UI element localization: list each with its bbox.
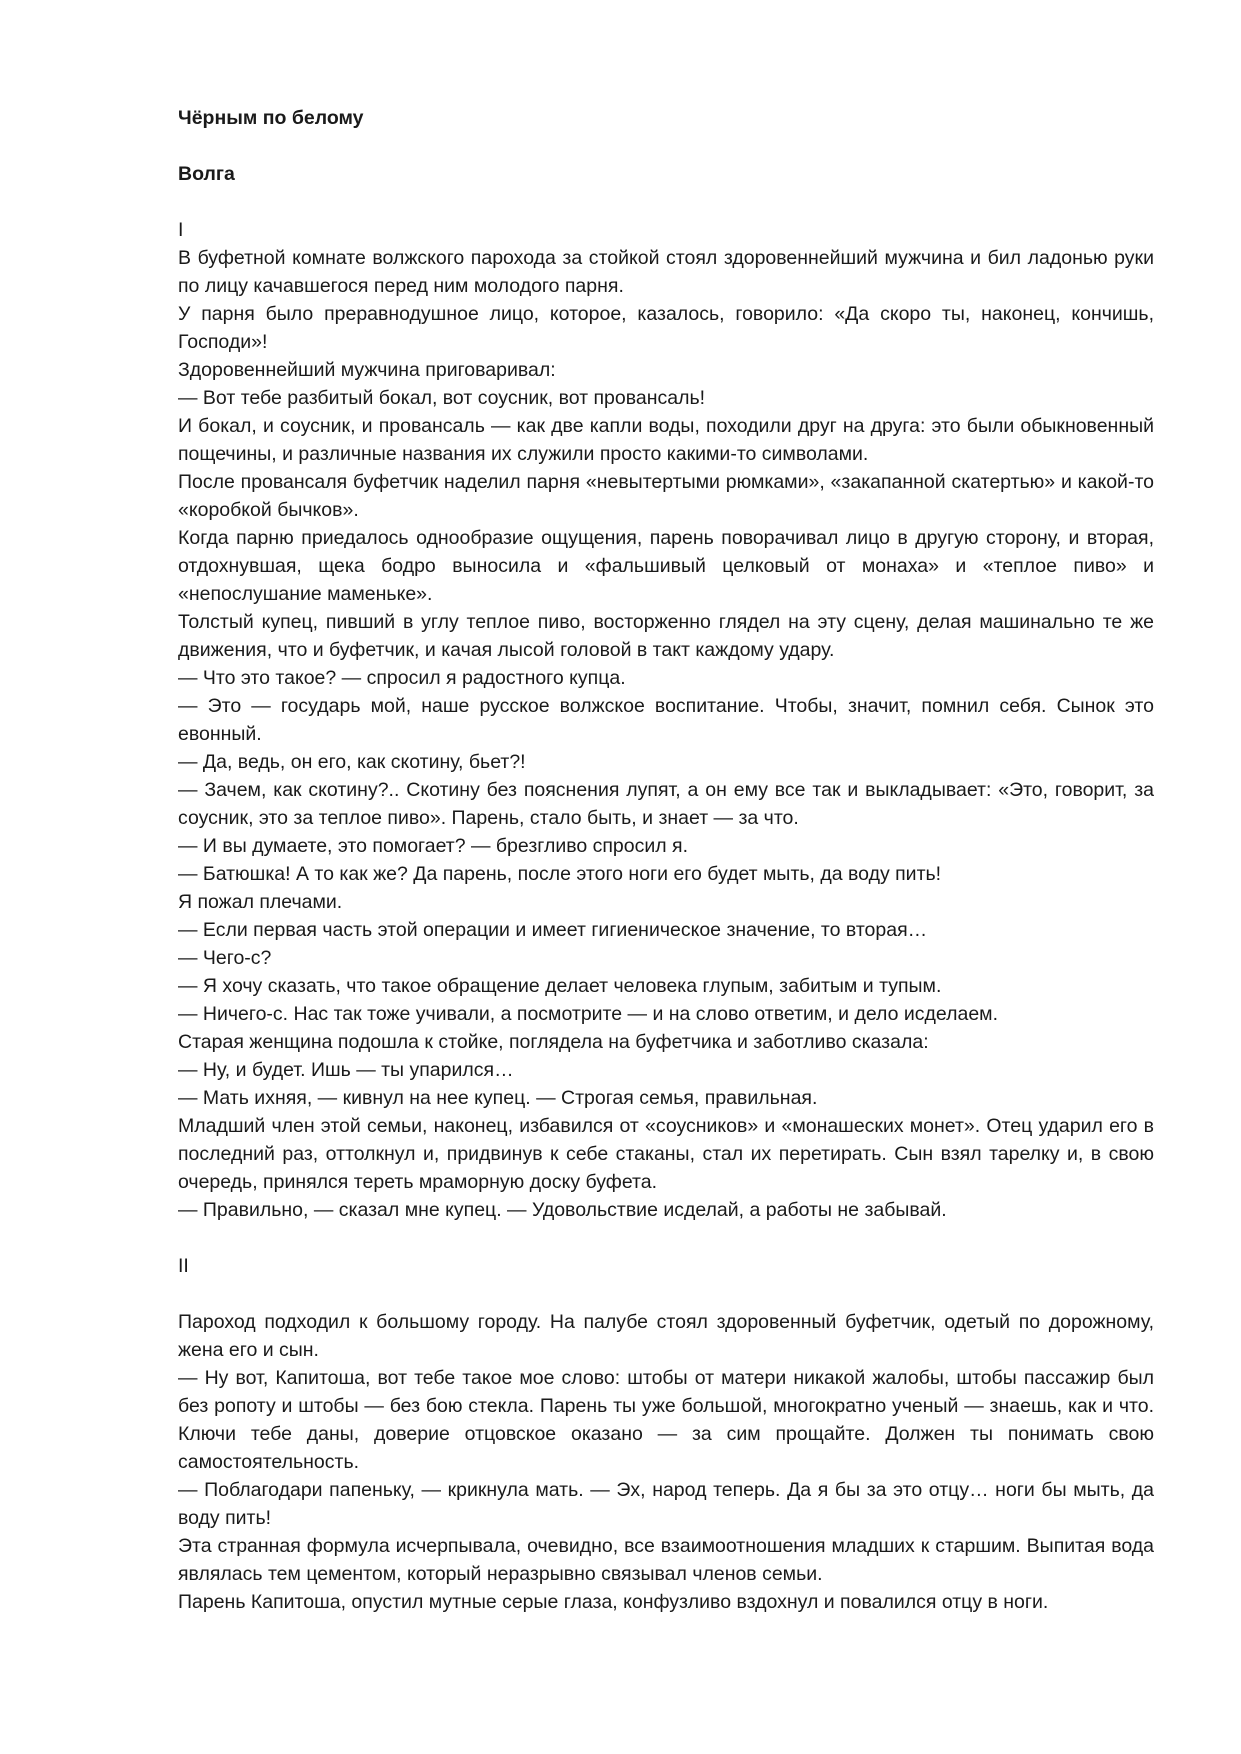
paragraph: Старая женщина подошла к стойке, поглядела на буфетчика и заботливо сказала: (178, 1031, 929, 1053)
paragraph: Толстый купец, пивший в углу теплое пиво, восторженно глядел на эту сцену, делая машинально те же движения, что и буфетчик, и качая лысой головой в такт каждому удару. (178, 611, 1154, 661)
paragraph: Эта странная формула исчерпывала, очевидно, все взаимоотношения младших к старшим. Выпитая вода являлась тем цементом, который неразрывно связывал членов семьи. (178, 1535, 1154, 1585)
paragraph: Я пожал плечами. (178, 891, 343, 913)
paragraph: И бокал, и соусник, и провансаль — как две капли воды, походили друг на друга: это были обыкновенный пощечины, и различные названия их служили просто какими-то символами. (178, 415, 1154, 465)
document-page (178, 104, 1154, 1616)
paragraph: После провансаля буфетчик наделил парня «невытертыми рюмками», «закапанной скатертью» и какой-то «коробкой бычков». (178, 471, 1154, 521)
paragraph: — Я хочу сказать, что такое обращение делает человека глупым, забитым и тупым. (178, 975, 942, 997)
section-number-2: II (178, 1255, 189, 1277)
section-2-body (178, 1308, 1154, 1616)
paragraph: — Ну вот, Капитоша, вот тебе такое мое слово: штобы от матери никакой жалобы, штобы пассажир был без ропоту и штобы — без бою стекла. Парень ты уже большой, многократно ученый — знаешь, как и что. Ключи тебе даны, доверие отцовское оказано — за сим прощайте. Должен ты понимать свою самостоятельность. (178, 1367, 1154, 1473)
document-subtitle: Волга (178, 163, 235, 185)
paragraph: — Вот тебе разбитый бокал, вот соусник, вот провансаль! (178, 387, 706, 409)
paragraph: — Зачем, как скотину?.. Скотину без пояснения лупят, а он ему все так и выкладывает: «Это, говорит, за соусник, это за теплое пиво». Парень, стало быть, и знает — за что. (178, 779, 1154, 829)
paragraph: — Что это такое? — спросил я радостного купца. (178, 667, 626, 689)
section-number-1: I (178, 219, 184, 241)
paragraph: — Это — государь мой, наше русское волжское воспитание. Чтобы, значит, помнил себя. Сынок это евонный. (178, 695, 1154, 745)
paragraph: — Поблагодари папеньку, — крикнула мать. — Эх, народ теперь. Да я бы за это отцу… ноги бы мыть, да воду пить! (178, 1479, 1154, 1529)
paragraph: Пароход подходил к большому городу. На палубе стоял здоровенный буфетчик, одетый по дорожному, жена его и сын. (178, 1311, 1154, 1361)
document-title: Чёрным по белому (178, 107, 364, 129)
paragraph: Младший член этой семьи, наконец, избавился от «соусников» и «монашеских монет». Отец ударил его в последний раз, оттолкнул и, придвинув к себе стаканы, стал их перетирать. Сын взял тарелку и, в свою очередь, принялся тереть мраморную доску буфета. (178, 1115, 1154, 1193)
paragraph: — Правильно, — сказал мне купец. — Удовольствие исделай, а работы не забывай. (178, 1199, 947, 1221)
paragraph: — Если первая часть этой операции и имеет гигиеническое значение, то вторая… (178, 919, 928, 941)
paragraph: — Чего-с? (178, 947, 272, 969)
paragraph: — Батюшка! А то как же? Да парень, после этого ноги его будет мыть, да воду пить! (178, 863, 942, 885)
paragraph: — Да, ведь, он его, как скотину, бьет?! (178, 751, 526, 773)
paragraph: — Ничего-с. Нас так тоже учивали, а посмотрите — и на слово ответим, и дело исделаем. (178, 1003, 998, 1025)
paragraph: У парня было преравнодушное лицо, которое, казалось, говорило: «Да скоро ты, наконец, кончишь, Господи»! (178, 303, 1154, 353)
section-1-body (178, 244, 1154, 1224)
paragraph: — Ну, и будет. Ишь — ты упарился… (178, 1059, 514, 1081)
paragraph: Здоровеннейший мужчина приговаривал: (178, 359, 556, 381)
paragraph: — Мать ихняя, — кивнул на нее купец. — Строгая семья, правильная. (178, 1087, 818, 1109)
paragraph: В буфетной комнате волжского парохода за стойкой стоял здоровеннейший мужчина и бил ладонью руки по лицу качавшегося перед ним молодого парня. (178, 247, 1154, 297)
paragraph: Парень Капитоша, опустил мутные серые глаза, конфузливо вздохнул и повалился отцу в ноги. (178, 1591, 1049, 1613)
paragraph: — И вы думаете, это помогает? — брезгливо спросил я. (178, 835, 689, 857)
paragraph: Когда парню приедалось однообразие ощущения, парень поворачивал лицо в другую сторону, и вторая, отдохнувшая, щека бодро выносила и «фальшивый целковый от монаха» и «теплое пиво» и «непослушание маменьке». (178, 527, 1154, 605)
